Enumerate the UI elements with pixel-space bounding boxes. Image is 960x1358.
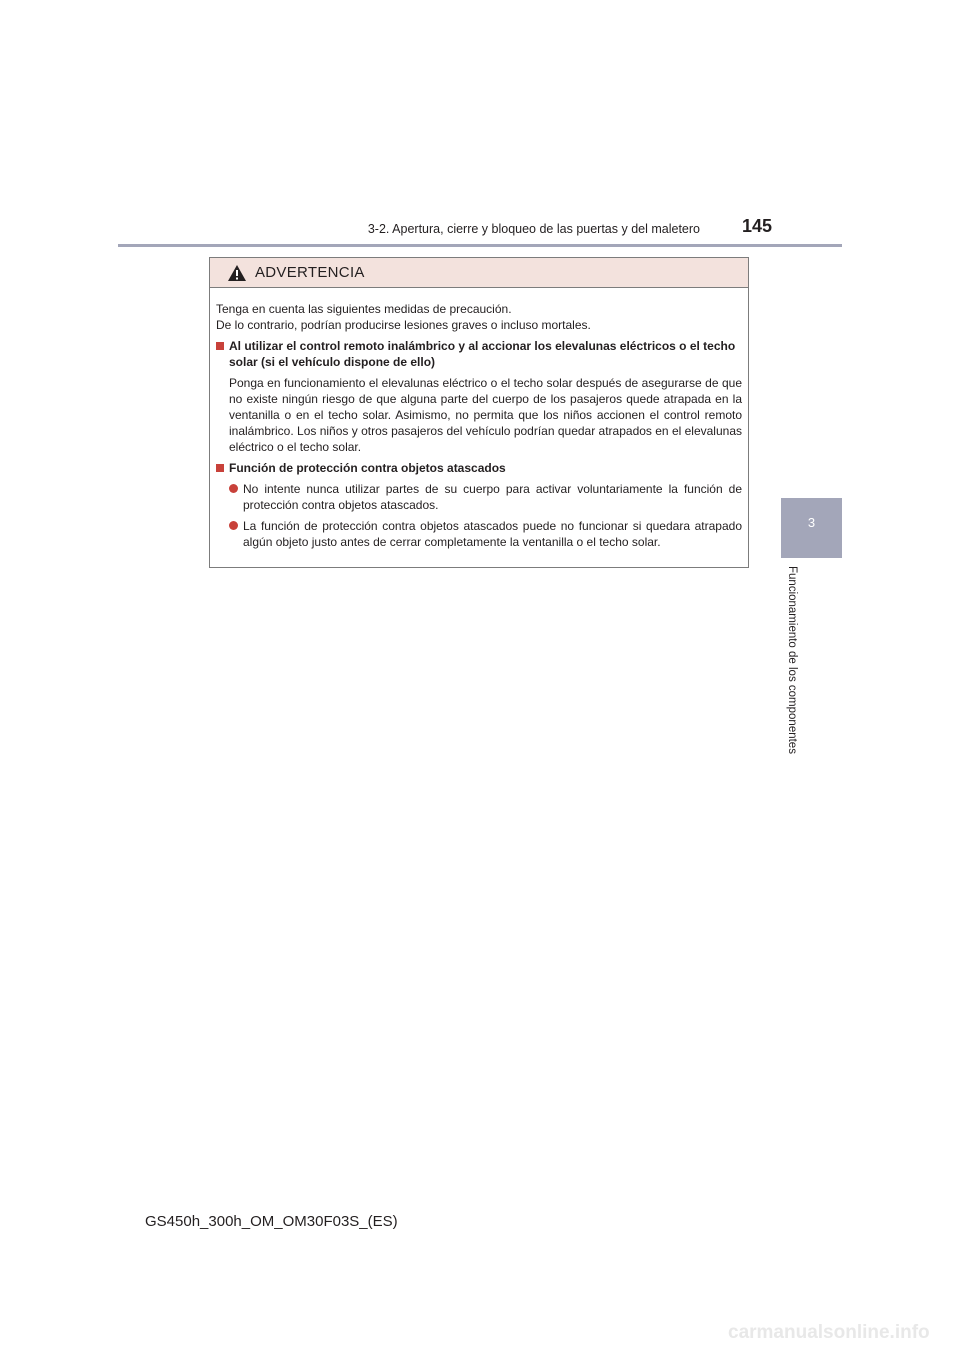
list-item-text: No intente nunca utilizar partes de su cuerpo para activar voluntariamente la función de protección contra objetos atascados. <box>243 482 742 512</box>
warning-box <box>209 257 749 568</box>
chapter-tab <box>781 498 842 558</box>
warning-section <box>216 338 742 455</box>
circle-bullet-icon <box>229 521 238 530</box>
list-item-text: La función de protección contra objetos atascados puede no funcionar si quedara atrapado algún objeto justo antes de cerrar completamente la ventanilla o el techo solar. <box>243 519 742 549</box>
square-bullet-icon <box>216 342 224 350</box>
section-heading <box>216 338 742 370</box>
section-heading-text: Al utilizar el control remoto inalámbrico y al accionar los elevalunas eléctricos o el techo solar (si el vehículo dispone de ello) <box>229 339 736 369</box>
list-item <box>229 518 742 550</box>
warning-title: ADVERTENCIA <box>255 264 365 281</box>
circle-bullet-icon <box>229 484 238 493</box>
warning-header <box>210 258 748 288</box>
section-heading <box>216 460 742 476</box>
header-rule <box>118 244 842 247</box>
intro-line: De lo contrario, podrían producirse lesiones graves o incluso mortales. <box>216 318 591 332</box>
warning-section <box>216 460 742 550</box>
chapter-number: 3 <box>807 515 816 530</box>
warning-body <box>210 288 748 550</box>
footer-doc-id: GS450h_300h_OM_OM30F03S_(ES) <box>145 1213 398 1230</box>
section-paragraph: Ponga en funcionamiento el elevalunas eléctrico o el techo solar después de asegurarse de que no existe ningún riesgo de que alguna parte del cuerpo de los pasajeros quede atrapada en la ventanilla o en el techo solar. Asimismo, no permita que los niños accionen el control remoto inalámbrico. Los niños y otros pasajeros del vehículo podrían quedar atrapados en el elevalunas eléctrico o el techo solar. <box>229 376 742 454</box>
intro-line: Tenga en cuenta las siguientes medidas de precaución. <box>216 302 512 316</box>
footer-watermark: carmanualsonline.info <box>728 1322 930 1343</box>
page-number: 145 <box>742 216 773 236</box>
square-bullet-icon <box>216 464 224 472</box>
warning-triangle-icon <box>227 264 247 282</box>
section-heading-text: Función de protección contra objetos atascados <box>229 461 506 475</box>
chapter-side-label: Funcionamiento de los componentes <box>786 566 798 754</box>
header-section-title: 3-2. Apertura, cierre y bloqueo de las puertas y del maletero <box>367 222 700 236</box>
list-item <box>229 481 742 513</box>
